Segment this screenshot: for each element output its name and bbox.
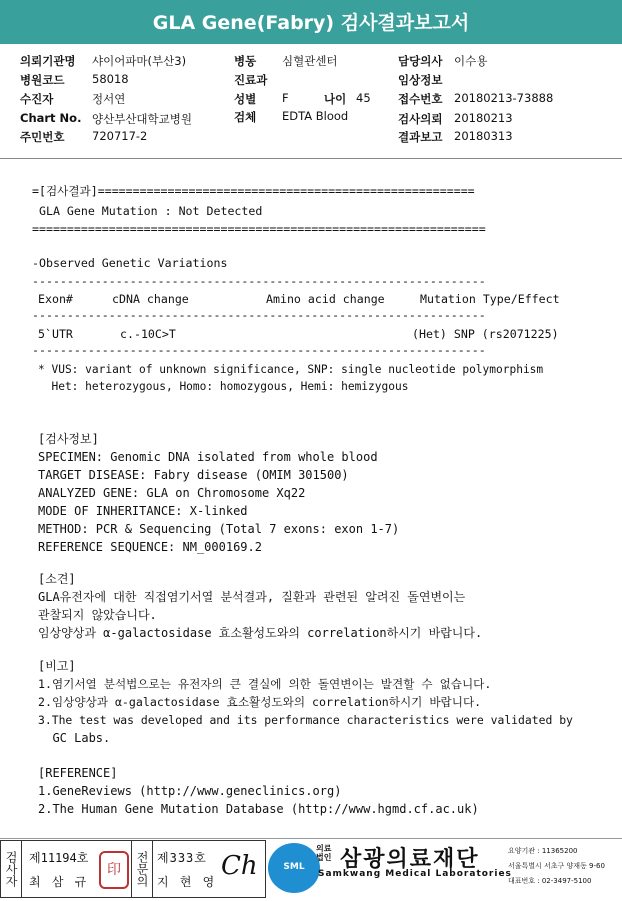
org-label: 의뢰기관명 xyxy=(20,54,76,68)
col-cdna: cDNA change xyxy=(112,292,189,306)
logo-title: 삼광의료재단 xyxy=(340,847,480,872)
row-mutation: (Het) SNP (rs2071225) xyxy=(412,327,559,341)
age-label: 나이 xyxy=(324,92,347,106)
patient-value: 정서연 xyxy=(92,92,126,106)
rrn-value: 720717-2 xyxy=(92,129,148,143)
report-body xyxy=(0,160,622,834)
info-line: SPECIMEN: Genomic DNA isolated from whole blood xyxy=(38,450,378,464)
accession-value: 20180213-73888 xyxy=(454,91,554,105)
signature: Ch xyxy=(221,851,258,881)
contact-line: 서울특별시 서초구 양재동 9-60 xyxy=(508,862,605,870)
patient-info xyxy=(0,50,622,150)
row-exon: 5`UTR xyxy=(38,327,73,341)
org-value: 샤이어파마(부산3) xyxy=(92,54,187,68)
remark-line: 2.임상양상과 α-galactosidase 효소활성도와의 correlation하시기 바랍니다. xyxy=(38,695,482,709)
dept-label: 진료과 xyxy=(234,73,268,87)
logo-prefix-1: 의료 xyxy=(316,844,332,853)
clinical-label: 임상정보 xyxy=(398,73,443,87)
tester-name: 최 삼 규 xyxy=(29,875,89,889)
request-value: 20180213 xyxy=(454,111,513,125)
patient-label: 수진자 xyxy=(20,92,54,106)
specimen-value: EDTA Blood xyxy=(282,109,349,123)
mutation-line: GLA Gene Mutation : Not Detected xyxy=(32,204,263,218)
supervisor-no: 제333호 xyxy=(157,851,207,865)
logo-subtitle: Samkwang Medical Laboratories xyxy=(318,869,512,879)
row-cdna: c.-10C>T xyxy=(120,327,176,341)
result-header: =[검사결과]====================================================== xyxy=(32,184,475,198)
chart-label: Chart No. xyxy=(20,111,82,125)
accession-label: 접수번호 xyxy=(398,92,443,106)
remark-line: 1.염기서열 분석법으로는 유전자의 큰 결실에 의한 돌연변이는 발견할 수 없습니다. xyxy=(38,677,492,691)
signature-box xyxy=(0,840,266,898)
info-title: [검사정보] xyxy=(38,432,99,446)
seal-stamp: 印 xyxy=(99,851,129,889)
report-date-label: 결과보고 xyxy=(398,130,443,144)
note-2: Het: heterozygous, Homo: homozygous, Hemi: hemizygous xyxy=(38,380,409,393)
logo-icon xyxy=(268,843,320,893)
info-line: METHOD: PCR & Sequencing (Total 7 exons: exon 1-7) xyxy=(38,522,400,536)
remark-line: GC Labs. xyxy=(38,731,111,745)
rule-1: ----------------------------------------------------------------- xyxy=(32,274,486,288)
report-date-value: 20180313 xyxy=(454,129,513,143)
reference-line: 1.GeneReviews (http://www.geneclinics.org) xyxy=(38,784,342,798)
remark-line: 3.The test was developed and its performance characteristics were validated by xyxy=(38,713,573,727)
opinion-line: GLA유전자에 대한 직접염기서열 분석결과, 질환과 관련된 알려진 돌연변이는 xyxy=(38,590,466,604)
double-rule: ================================================================= xyxy=(32,222,486,236)
ward-value: 심혈관센터 xyxy=(282,54,338,68)
footer-divider xyxy=(0,838,622,839)
age-value: 45 xyxy=(356,91,371,105)
observed-title: -Observed Genetic Variations xyxy=(32,256,228,270)
col-amino: Amino acid change xyxy=(266,292,385,306)
sex-value: F xyxy=(282,91,289,105)
doctor-label: 담당의사 xyxy=(398,54,443,68)
rule-3: ----------------------------------------------------------------- xyxy=(32,343,486,357)
rule-2: ----------------------------------------------------------------- xyxy=(32,308,486,322)
hosp-code-label: 병원코드 xyxy=(20,73,65,87)
logo-prefix-2: 법인 xyxy=(316,853,332,862)
hosp-code-value: 58018 xyxy=(92,72,129,86)
contact-line: 대표번호 : 02-3497-5100 xyxy=(508,877,592,885)
reference-title: [REFERENCE] xyxy=(38,766,118,780)
supervisor-name: 지 현 영 xyxy=(157,875,217,889)
logo-abbr: SML xyxy=(283,862,305,872)
info-line: TARGET DISEASE: Fabry disease (OMIM 301500) xyxy=(38,468,349,482)
col-mutation: Mutation Type/Effect xyxy=(420,292,560,306)
reference-line: 2.The Human Gene Mutation Database (http://www.hgmd.cf.ac.uk) xyxy=(38,802,479,816)
sex-label: 성별 xyxy=(234,92,257,106)
opinion-line: 임상양상과 α-galactosidase 효소활성도와의 correlation하시기 바랍니다. xyxy=(38,626,483,640)
supervisor-label: 전문의 xyxy=(131,841,153,897)
request-label: 검사의뢰 xyxy=(398,112,443,126)
logo-prefix xyxy=(316,844,331,862)
chart-value: 양산부산대학교병원 xyxy=(92,112,192,126)
info-line: REFERENCE SEQUENCE: NM_000169.2 xyxy=(38,540,262,554)
tester-no: 제11194호 xyxy=(29,851,89,865)
info-line: ANALYZED GENE: GLA on Chromosome Xq22 xyxy=(38,486,306,500)
rrn-label: 주민번호 xyxy=(20,130,65,144)
opinion-line: 관찰되지 않았습니다. xyxy=(38,608,157,622)
report-title: GLA Gene(Fabry) 검사결과보고서 xyxy=(0,0,622,44)
specimen-label: 검체 xyxy=(234,110,257,124)
note-1: * VUS: variant of unknown significance, SNP: single nucleotide polymorphism xyxy=(38,363,544,376)
opinion-title: [소견] xyxy=(38,572,76,586)
col-exon: Exon# xyxy=(38,292,73,306)
ward-label: 병동 xyxy=(234,54,257,68)
doctor-value: 이수용 xyxy=(454,54,488,68)
divider xyxy=(0,158,622,159)
tester-label: 검사자 xyxy=(1,841,22,897)
info-line: MODE OF INHERITANCE: X-linked xyxy=(38,504,248,518)
contact-line: 요양기관 : 11365200 xyxy=(508,847,578,855)
remark-title: [비고] xyxy=(38,659,76,673)
